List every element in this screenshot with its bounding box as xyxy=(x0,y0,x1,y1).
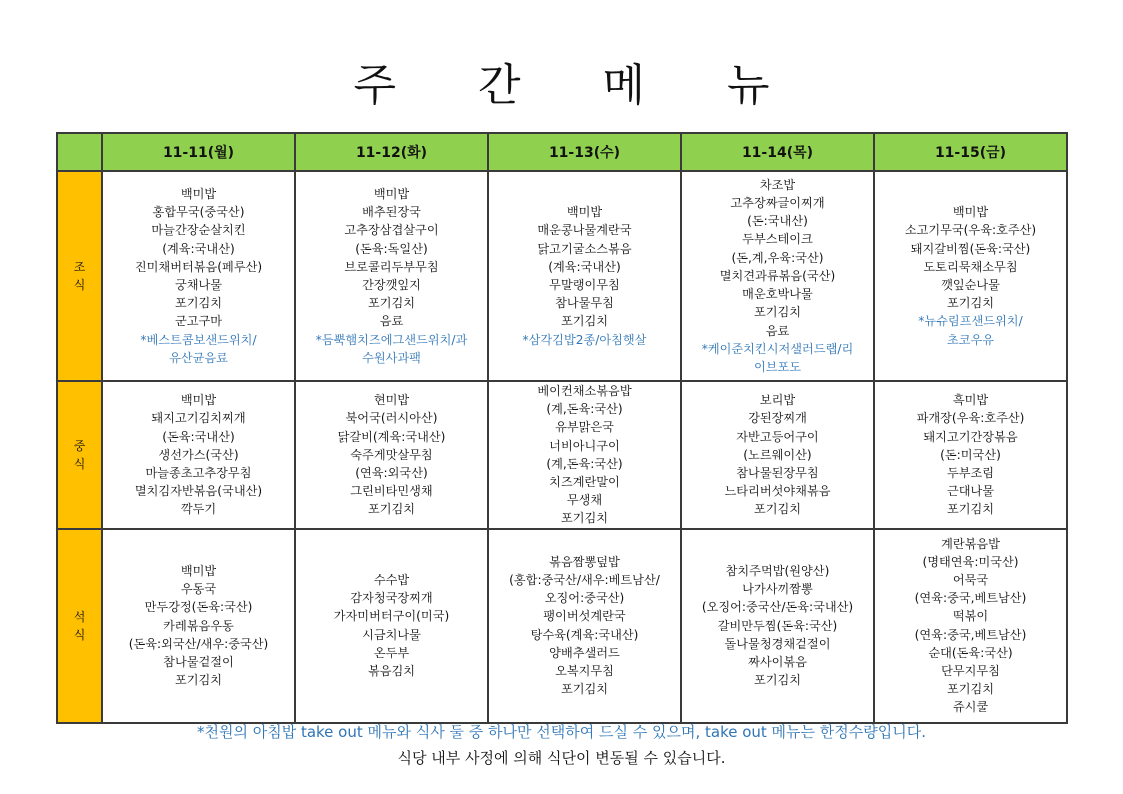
menu-cell xyxy=(295,381,488,529)
menu-item: 돼지고기간장볶음 xyxy=(923,429,1018,444)
menu-item: 두부스테이크 xyxy=(742,232,813,247)
menu-item: 흑미밥 xyxy=(952,393,989,408)
menu-item: 포기김치 xyxy=(560,314,609,329)
menu-item: 무생채 xyxy=(566,493,603,508)
menu-cell xyxy=(295,529,488,723)
menu-item: 포기김치 xyxy=(367,296,416,311)
menu-item: 탕수육(계육:국내산) xyxy=(530,627,639,642)
menu-item: (홍합:중국산/새우:베트남산/ xyxy=(509,573,660,588)
menu-cell xyxy=(681,381,874,529)
menu-item: 백미밥 xyxy=(952,205,989,220)
menu-item: (명태연육:미국산) xyxy=(922,554,1019,569)
menu-item: 베이컨채소볶음밥 xyxy=(537,384,632,398)
menu-item: 온두부 xyxy=(373,645,410,660)
menu-item: 현미밥 xyxy=(373,393,410,408)
menu-item: 참나물무침 xyxy=(555,296,614,311)
menu-cell xyxy=(681,529,874,723)
meal-label-char: 석 xyxy=(73,609,86,624)
menu-item: (연육:중국,베트남산) xyxy=(914,627,1027,642)
menu-item: 간장깻잎지 xyxy=(362,278,421,292)
menu-item: (오징어:중국산/돈육:국내산) xyxy=(701,600,854,615)
menu-item: 배추된장국 xyxy=(362,205,421,220)
menu-item: 음료 xyxy=(379,314,404,329)
meal-label-char: 식 xyxy=(73,456,86,471)
menu-item: 치즈계란말이 xyxy=(549,475,620,490)
menu-item: (계육:국내산) xyxy=(162,241,235,256)
menu-cell xyxy=(102,381,295,529)
meal-label-char: 식 xyxy=(73,627,86,642)
menu-item: 그린비타민생채 xyxy=(350,484,433,499)
menu-cell xyxy=(295,171,488,381)
menu-item: 오복지무침 xyxy=(555,664,614,679)
menu-item: 근대나물 xyxy=(946,484,995,499)
day-header: 11-13(수) xyxy=(488,133,681,171)
menu-cell xyxy=(488,171,681,381)
menu-item: 포기김치 xyxy=(174,296,223,311)
menu-item: 참치주먹밥(원양산) xyxy=(725,563,830,578)
menu-item: 백미밥 xyxy=(180,563,217,578)
menu-item: 깻잎순나물 xyxy=(941,278,1000,292)
page-title: 주 간 메 뉴 xyxy=(353,60,804,111)
change-note: 식당 내부 사정에 의해 식단이 변동될 수 있습니다. xyxy=(397,749,726,767)
menu-item: 포기김치 xyxy=(946,296,995,311)
menu-item: (돈,계,우육:국산) xyxy=(731,250,824,265)
menu-item: (계,돈육:국산) xyxy=(546,402,623,417)
menu-item: (돈육:국내산) xyxy=(162,429,235,444)
menu-item: 북어국(러시아산) xyxy=(345,411,438,426)
menu-cell xyxy=(681,171,874,381)
takeout-item: *베스트콤보샌드위치/ xyxy=(140,332,257,347)
menu-item: 포기김치 xyxy=(753,305,802,320)
menu-item: 음료 xyxy=(765,323,790,338)
menu-item: (돈육:독일산) xyxy=(355,241,428,256)
menu-item: 짜사이볶음 xyxy=(748,654,807,669)
menu-item: 군고구마 xyxy=(174,314,223,329)
menu-item: 어묵국 xyxy=(952,573,989,588)
takeout-item: 이브포도 xyxy=(753,359,802,374)
menu-item: (계육:국내산) xyxy=(548,259,621,274)
menu-cell xyxy=(488,381,681,529)
menu-item: 브로콜리두부무침 xyxy=(344,259,439,274)
menu-item: 차조밥 xyxy=(759,177,796,192)
menu-item: 홍합무국(중국산) xyxy=(152,205,245,220)
menu-item: (돈육:외국산/새우:중국산) xyxy=(128,636,269,651)
dinner-row xyxy=(57,529,1067,723)
menu-cell xyxy=(874,381,1067,529)
menu-item: 카레볶음우동 xyxy=(163,618,234,633)
meal-label xyxy=(57,381,102,529)
menu-item: 참나물된장무침 xyxy=(736,465,819,480)
meal-label-char: 조 xyxy=(73,260,86,274)
day-header: 11-14(목) xyxy=(681,133,874,171)
day-header-row xyxy=(57,133,1067,171)
takeout-item: *케이준치킨시저샐러드랩/리 xyxy=(701,341,854,356)
menu-item: 너비아니구이 xyxy=(549,438,620,453)
menu-item: 팽이버섯계란국 xyxy=(543,609,626,624)
day-header: 11-11(월) xyxy=(102,133,295,171)
meal-label xyxy=(57,171,102,381)
menu-item: 매운콩나물계란국 xyxy=(537,223,632,238)
menu-item: 백미밥 xyxy=(373,186,410,201)
menu-item: (돈:국내산) xyxy=(747,214,808,229)
menu-cell xyxy=(488,529,681,723)
menu-item: 생선가스(국산) xyxy=(158,447,239,462)
menu-item: 단무지무침 xyxy=(941,664,1000,679)
meal-label-char: 중 xyxy=(73,438,86,453)
menu-item: 만두강정(돈육:국산) xyxy=(144,600,253,615)
takeout-item: *듬뿍햄치즈에그샌드위치/과 xyxy=(315,332,468,347)
menu-item: 보리밥 xyxy=(759,393,796,408)
menu-item: 진미채버터볶음(페루산) xyxy=(134,259,263,274)
menu-item: 떡볶이 xyxy=(952,609,989,624)
menu-item: (연육:외국산) xyxy=(355,465,428,480)
menu-item: 쥬시쿨 xyxy=(952,700,989,715)
menu-item: 돼지고기김치찌개 xyxy=(151,411,246,426)
menu-item: 자반고등어구이 xyxy=(736,429,819,444)
menu-item: 유부맑은국 xyxy=(555,420,614,435)
menu-item: 양배추샐러드 xyxy=(549,645,620,660)
menu-cell xyxy=(102,529,295,723)
day-header: 11-12(화) xyxy=(295,133,488,171)
takeout-item: *뉴슈림프샌드위치/ xyxy=(918,314,1023,329)
menu-item: 포기김치 xyxy=(560,511,609,526)
day-header: 11-15(금) xyxy=(874,133,1067,171)
menu-item: 파개장(우육:호주산) xyxy=(916,411,1025,426)
menu-item: 포기김치 xyxy=(946,502,995,517)
menu-item: 숙주게맛살무침 xyxy=(350,447,433,462)
menu-item: 포기김치 xyxy=(753,673,802,688)
takeout-item: 유산균음료 xyxy=(169,350,228,365)
menu-item: 닭고기굴소스볶음 xyxy=(537,241,632,256)
lunch-row xyxy=(57,381,1067,529)
menu-item: (계,돈육:국산) xyxy=(546,456,623,471)
menu-item: 백미밥 xyxy=(180,186,217,201)
menu-item: 포기김치 xyxy=(174,673,223,688)
takeout-item: *삼각김밥2종/아침햇살 xyxy=(522,332,647,347)
menu-item: 오징어:중국산) xyxy=(544,591,625,606)
menu-item: 돼지갈비찜(돈육:국산) xyxy=(910,241,1031,256)
menu-cell xyxy=(874,171,1067,381)
menu-item: 도토리묵채소무침 xyxy=(923,259,1018,274)
meal-label xyxy=(57,529,102,723)
menu-item: 멸치김자반볶음(국내산) xyxy=(134,484,263,499)
menu-item: (돈:미국산) xyxy=(940,447,1001,462)
menu-item: 고추장짜글이찌개 xyxy=(730,196,825,211)
menu-item: 가자미버터구이(미국) xyxy=(333,609,450,624)
menu-cell xyxy=(874,529,1067,723)
menu-item: 계란볶음밥 xyxy=(941,536,1000,551)
menu-item: 두부조림 xyxy=(946,465,995,480)
menu-item: 마늘간장순살치킨 xyxy=(151,223,246,238)
menu-item: 깍두기 xyxy=(180,502,217,517)
menu-item: 시금치나물 xyxy=(362,627,421,642)
corner-cell xyxy=(57,133,102,171)
menu-item: 수수밥 xyxy=(373,573,410,588)
menu-item: 포기김치 xyxy=(367,502,416,517)
meal-label-char: 식 xyxy=(73,278,86,292)
menu-item: 매운호박나물 xyxy=(742,287,813,302)
menu-item: 닭갈비(계육:국내산) xyxy=(337,429,446,444)
menu-item: 마늘종초고추장무침 xyxy=(145,465,252,480)
menu-item: 강된장찌개 xyxy=(748,411,807,426)
menu-item: 소고기무국(우육:호주산) xyxy=(904,223,1037,238)
menu-item: 백미밥 xyxy=(180,393,217,408)
menu-item: 갈비만두찜(돈육:국산) xyxy=(717,618,838,633)
menu-item: 돌나물청경채겉절이 xyxy=(724,636,831,651)
menu-cell xyxy=(102,171,295,381)
menu-item: 포기김치 xyxy=(753,502,802,517)
menu-item: 볶음짬뽕덮밥 xyxy=(549,554,620,569)
menu-item: 참나물겉절이 xyxy=(163,654,234,669)
takeout-note: *천원의 아침밥 take out 메뉴와 식사 둘 중 하나만 선택하여 드실 수 있으며, take out 메뉴는 한정수량입니다. xyxy=(196,723,926,741)
menu-item: 볶음김치 xyxy=(367,664,416,679)
menu-item: 순대(돈육:국산) xyxy=(928,645,1013,660)
weekly-menu-table xyxy=(56,132,1068,724)
breakfast-row xyxy=(57,171,1067,381)
menu-item: 감자청국장찌개 xyxy=(350,591,433,606)
menu-item: 포기김치 xyxy=(946,682,995,697)
menu-item: 우동국 xyxy=(180,582,217,597)
menu-item: 궁채나물 xyxy=(174,278,223,292)
menu-item: 나가사끼짬뽕 xyxy=(742,582,813,597)
menu-item: (노르웨이산) xyxy=(743,447,812,462)
takeout-item: 초코우유 xyxy=(946,332,995,347)
menu-item: 멸치견과류볶음(국산) xyxy=(719,268,836,283)
menu-item: (연육:중국,베트남산) xyxy=(914,591,1027,606)
menu-item: 고추장삼겹살구이 xyxy=(344,223,439,238)
menu-item: 포기김치 xyxy=(560,682,609,697)
menu-item: 느타리버섯야채볶음 xyxy=(724,484,831,499)
menu-item: 무말랭이무침 xyxy=(549,278,620,292)
takeout-item: 수원사과팩 xyxy=(362,350,421,365)
menu-item: 백미밥 xyxy=(566,205,603,220)
